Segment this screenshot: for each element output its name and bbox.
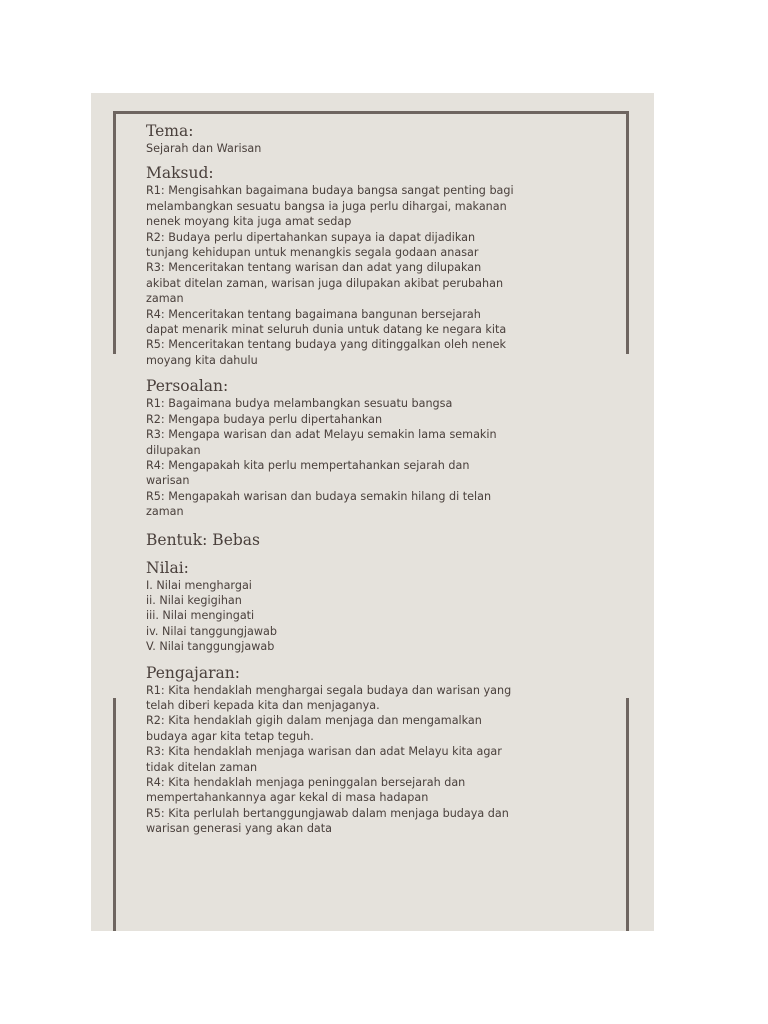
persoalan-line: R4: Mengapakah kita perlu mempertahankan sejarah dan [146, 458, 470, 472]
document-content [146, 121, 566, 837]
maksud-line: R5: Menceritakan tentang budaya yang ditinggalkan oleh nenek [146, 338, 507, 352]
section-persoalan [146, 376, 566, 519]
maksud-line: melambangkan sesuatu bangsa ia juga perlu dihargai, makanan [146, 199, 507, 213]
maksud-line: nenek moyang kita juga amat sedap [146, 215, 352, 229]
pengajaran-line: telah diberi kepada kita dan menjaganya. [146, 698, 380, 712]
maksud-line: moyang kita dahulu [146, 353, 258, 367]
maksud-line: R1: Mengisahkan bagaimana budaya bangsa sangat penting bagi [146, 184, 514, 198]
pengajaran-heading: Pengajaran: [146, 663, 240, 682]
frame-left-top-border [113, 111, 116, 354]
pengajaran-line: R5: Kita perlulah bertanggungjawab dalam menjaga budaya dan [146, 806, 509, 820]
section-tema [146, 121, 566, 156]
nilai-line: ii. Nilai kegigihan [146, 593, 242, 607]
pengajaran-line: R2: Kita hendaklah gigih dalam menjaga dan mengamalkan [146, 714, 482, 728]
pengajaran-line: warisan generasi yang akan data [146, 822, 333, 836]
persoalan-line: R2: Mengapa budaya perlu dipertahankan [146, 412, 383, 426]
section-nilai [146, 558, 566, 655]
persoalan-line: warisan [146, 474, 190, 488]
bentuk-heading: Bentuk: Bebas [146, 530, 260, 549]
pengajaran-line: budaya agar kita tetap teguh. [146, 729, 314, 743]
tema-text: Sejarah dan Warisan [146, 142, 262, 155]
persoalan-line: dilupakan [146, 443, 201, 457]
pengajaran-line: R4: Kita hendaklah menjaga peninggalan bersejarah dan [146, 776, 466, 789]
section-maksud [146, 163, 566, 368]
section-bentuk [146, 530, 566, 550]
pengajaran-line: R1: Kita hendaklah menghargai segala budaya dan warisan yang [146, 683, 512, 697]
frame-left-bottom-border [113, 698, 116, 931]
nilai-line: iii. Nilai mengingati [146, 609, 255, 623]
maksud-line: R3: Menceritakan tentang warisan dan adat yang dilupakan [146, 261, 482, 275]
persoalan-line: R1: Bagaimana budya melambangkan sesuatu bangsa [146, 397, 453, 411]
pengajaran-line: R3: Kita hendaklah menjaga warisan dan adat Melayu kita agar [146, 745, 502, 759]
section-pengajaran [146, 663, 566, 837]
pengajaran-line: tidak ditelan zaman [146, 760, 258, 774]
nilai-line: I. Nilai menghargai [146, 578, 252, 592]
maksud-line: R4: Menceritakan tentang bagaimana bangunan bersejarah [146, 307, 481, 321]
persoalan-heading: Persoalan: [146, 377, 229, 396]
maksud-line: dapat menarik minat seluruh dunia untuk datang ke negara kita [146, 323, 507, 337]
tema-heading: Tema: [146, 122, 194, 140]
maksud-line: R2: Budaya perlu dipertahankan supaya ia dapat dijadikan [146, 230, 476, 244]
maksud-line: zaman [146, 292, 184, 306]
maksud-line: tunjang kehidupan untuk menangkis segala godaan anasar [146, 246, 479, 260]
frame-right-top-border [626, 111, 629, 354]
pengajaran-line: mempertahankannya agar kekal di masa hadapan [146, 791, 429, 805]
nilai-heading: Nilai: [146, 558, 189, 577]
persoalan-line: R3: Mengapa warisan dan adat Melayu semakin lama semakin [146, 428, 497, 442]
maksud-heading: Maksud: [146, 164, 214, 183]
maksud-line: akibat ditelan zaman, warisan juga dilupakan akibat perubahan [146, 276, 504, 290]
persoalan-line: R5: Mengapakah warisan dan budaya semakin hilang di telan [146, 489, 492, 503]
frame-top-border [113, 111, 629, 114]
persoalan-line: zaman [146, 505, 184, 519]
nilai-line: iv. Nilai tanggungjawab [146, 624, 277, 638]
frame-right-bottom-border [626, 698, 629, 931]
nilai-line: V. Nilai tanggungjawab [146, 640, 275, 654]
